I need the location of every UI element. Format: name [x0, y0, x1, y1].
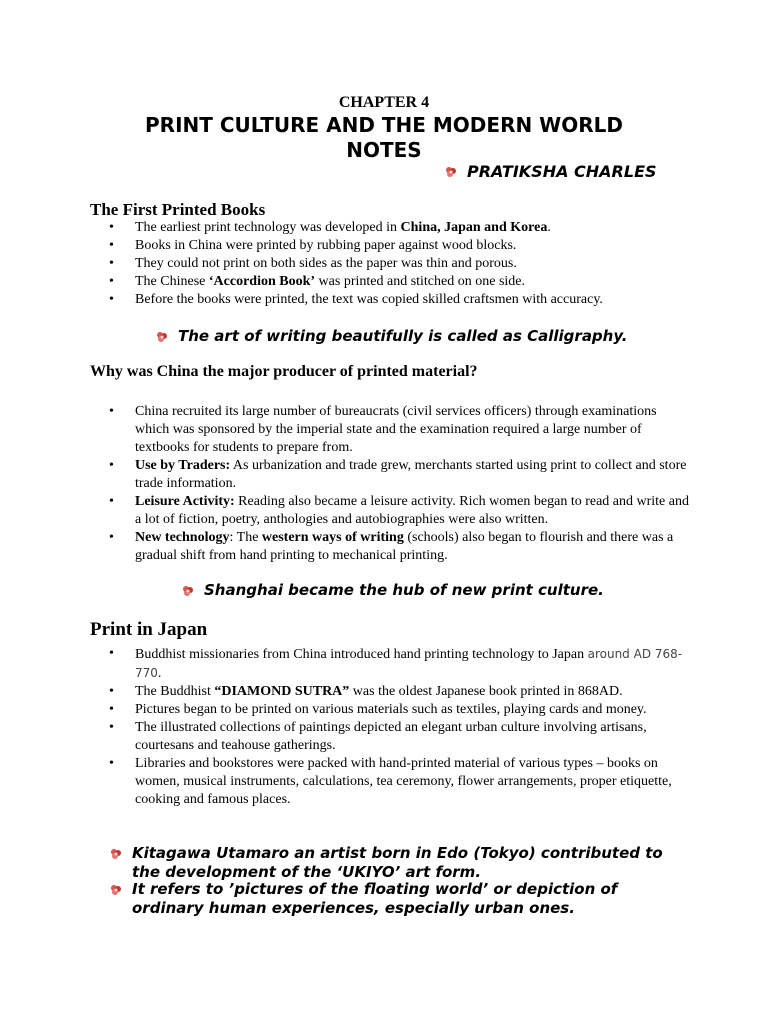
bullet-dot-icon: •	[109, 404, 114, 419]
item-text: As urbanization and trade grew, merchants started using print to collect and store trade information.	[135, 458, 687, 491]
list-item	[90, 719, 690, 755]
bullet-dot-icon: •	[109, 458, 114, 473]
list-item	[90, 701, 690, 719]
flower-bullet-icon	[156, 331, 168, 343]
item-text: Before the books were printed, the text was copied skilled craftsmen with accuracy.	[135, 292, 603, 307]
list-item	[90, 683, 690, 701]
item-text: Books in China were printed by rubbing paper against wood blocks.	[135, 238, 517, 253]
list-item	[90, 273, 690, 291]
first-books-list	[90, 219, 690, 309]
callout-text: The art of writing beautifully is called as Calligraphy.	[178, 327, 628, 345]
item-text: The Chinese	[135, 274, 209, 289]
flower-bullet-icon	[110, 884, 122, 896]
item-text: : The	[229, 530, 262, 545]
callout-text: Shanghai became the hub of new print culture.	[204, 581, 604, 599]
bullet-dot-icon: •	[109, 530, 114, 545]
bullet-dot-icon: •	[109, 274, 114, 289]
bullet-dot-icon: •	[109, 292, 114, 307]
bullet-dot-icon: •	[109, 494, 114, 509]
flower-bullet-icon	[182, 585, 194, 597]
flower-bullet-icon	[110, 848, 122, 860]
bold-text: Leisure Activity:	[135, 494, 235, 509]
item-text: was the oldest Japanese book printed in 868AD.	[349, 684, 623, 699]
bold-text: “DIAMOND SUTRA”	[214, 684, 350, 699]
list-item	[90, 457, 690, 493]
calligraphy-callout	[156, 327, 627, 346]
section-heading-why-china: Why was China the major producer of printed material?	[90, 363, 478, 380]
callout-text: Kitagawa Utamaro an artist born in Edo (Tokyo) contributed to the development of the ‘UKIYO’ art form.	[132, 844, 663, 881]
japan-list	[90, 645, 690, 809]
author-line	[445, 162, 657, 181]
bold-text: China, Japan and Korea	[400, 220, 548, 235]
bold-text: Use by Traders:	[135, 458, 231, 473]
bold-text: New technology	[135, 530, 230, 545]
list-item	[90, 645, 690, 683]
item-text: Reading also became a leisure activity. Rich women began to read and write and a lot of fiction, poetry, anthologies and autobiographies were also written.	[135, 494, 689, 527]
item-text: They could not print on both sides as the paper was thin and porous.	[135, 256, 517, 271]
ukiyo-definition-callout	[110, 880, 690, 918]
item-text: .	[157, 666, 162, 681]
item-text: The illustrated collections of paintings depicted an elegant urban culture involving artisans, courtesans and teahouse gatherings.	[135, 720, 647, 753]
list-item	[90, 403, 690, 457]
bullet-dot-icon: •	[109, 720, 114, 735]
list-item	[90, 291, 690, 309]
bullet-dot-icon: •	[109, 684, 114, 699]
item-text: (schools) also began to flourish and there was a gradual shift from hand printing to mechanical printing.	[135, 530, 674, 563]
flower-bullet-icon	[445, 166, 457, 178]
item-text: Pictures began to be printed on various materials such as textiles, playing cards and money.	[135, 702, 647, 717]
bold-text: ‘Accordion Book’	[208, 274, 316, 289]
list-item	[90, 237, 690, 255]
chapter-label: CHAPTER 4	[338, 94, 430, 111]
item-text: The Buddhist	[135, 684, 215, 699]
item-text: was printed and stitched on one side.	[315, 274, 525, 289]
bold-text: western ways of writing	[261, 530, 404, 545]
bullet-dot-icon: •	[109, 756, 114, 771]
bullet-dot-icon: •	[109, 238, 114, 253]
shanghai-callout	[182, 581, 604, 600]
why-china-list	[90, 403, 690, 565]
item-text: around AD 768-770	[135, 647, 683, 680]
list-item	[90, 755, 690, 809]
bullet-dot-icon: •	[109, 646, 114, 661]
item-text: .	[547, 220, 551, 235]
callout-text: It refers to ’pictures of the floating world’ or depiction of ordinary human experiences, especially urban ones.	[132, 880, 618, 917]
bullet-dot-icon: •	[109, 702, 114, 717]
utamaro-callout	[110, 844, 690, 882]
author-name: PRATIKSHA CHARLES	[467, 162, 657, 181]
list-item	[90, 493, 690, 529]
section-heading-print-in-japan: Print in Japan	[90, 619, 208, 640]
item-text: Buddhist missionaries from China introduced hand printing technology to Japan	[135, 647, 588, 662]
bullet-dot-icon: •	[109, 256, 114, 271]
document-title: PRINT CULTURE AND THE MODERN WORLD NOTES	[145, 113, 623, 162]
list-item	[90, 219, 690, 237]
section-heading-first-printed-books: The First Printed Books	[90, 200, 266, 219]
item-text: Libraries and bookstores were packed with hand-printed material of various types – books on women, musical instruments, calculations, tea ceremony, flower arrangements, proper etiquette, cooking and famous places.	[135, 756, 672, 807]
bullet-dot-icon: •	[109, 220, 114, 235]
item-text: China recruited its large number of bureaucrats (civil services officers) through examinations which was sponsored by the imperial state and the examination required a large number of textbooks for students to prepare from.	[135, 404, 657, 455]
list-item	[90, 255, 690, 273]
item-text: The earliest print technology was developed in	[135, 220, 401, 235]
list-item	[90, 529, 690, 565]
